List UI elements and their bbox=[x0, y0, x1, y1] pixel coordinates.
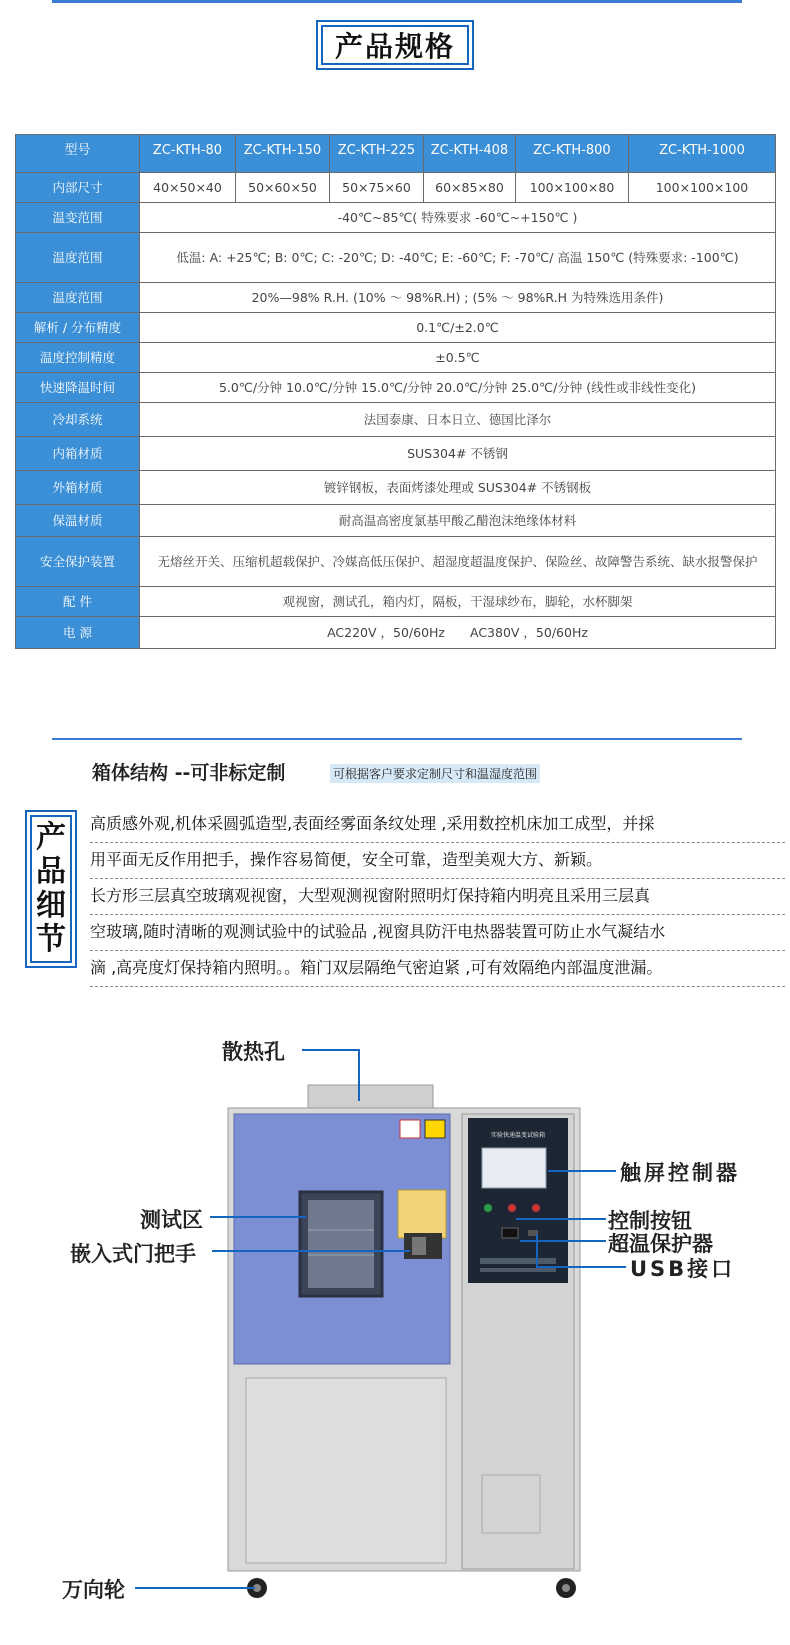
spec-row-value: 观视窗，测试孔，箱内灯，隔板，干湿球纱布，脚轮，水杯脚架 bbox=[140, 587, 776, 617]
handle-plate bbox=[398, 1190, 446, 1238]
detail-line: 用平面无反作用把手，操作容易简便，安全可靠，造型美观大方、新颖。 bbox=[90, 842, 785, 879]
control-button bbox=[484, 1204, 492, 1212]
handle-leader bbox=[212, 1250, 410, 1252]
spec-row-value: 低温: A: +25℃; B: 0℃; C: -20℃; D: -40℃; E: -60℃; F: -70℃/ 高温 150℃ (特殊要求: -100℃) bbox=[140, 233, 776, 283]
detail-tag-char: 节 bbox=[36, 922, 66, 957]
detail-tag-char: 品 bbox=[36, 854, 66, 889]
spec-row-label: 外箱材质 bbox=[16, 471, 140, 505]
caster-hub bbox=[562, 1584, 570, 1592]
spec-row bbox=[16, 343, 776, 373]
spec-row-label: 安全保护装置 bbox=[16, 537, 140, 587]
size-cell: 100×100×80 bbox=[516, 173, 629, 203]
label-vent: 散热孔 bbox=[222, 1040, 285, 1064]
structure-title: 箱体结构 --可非标定制 bbox=[92, 762, 286, 784]
spec-row bbox=[16, 203, 776, 233]
detail-line: 空玻璃,随时清晰的观测试验中的试验品 ,视窗具防汗电热器装置可防止水气凝结水 bbox=[90, 914, 785, 951]
detail-line: 滴 ,高亮度灯保持箱内照明。。箱门双层隔绝气密迫紧 ,可有效隔绝内部温度泄漏。 bbox=[90, 950, 785, 987]
spec-row bbox=[16, 505, 776, 537]
overtemp-module bbox=[502, 1228, 518, 1238]
detail-tag-char: 产 bbox=[36, 820, 66, 855]
label-test-zone: 测试区 bbox=[140, 1208, 203, 1232]
model-row bbox=[16, 135, 776, 173]
usb-leader bbox=[536, 1266, 626, 1268]
usb-leader bbox=[536, 1234, 538, 1268]
spec-row-label: 快速降温时间 bbox=[16, 373, 140, 403]
spec-row bbox=[16, 403, 776, 437]
label-touchscreen: 触屏控制器 bbox=[620, 1161, 740, 1185]
caster-leader bbox=[135, 1587, 255, 1589]
spec-row-label: 温度控制精度 bbox=[16, 343, 140, 373]
model-cell: ZC-KTH-1000 bbox=[629, 135, 776, 173]
spec-row-value: 无熔丝开关、压缩机超载保护、冷媒高低压保护、超湿度超温度保护、保险丝、故障警告系统、缺水报警保护 bbox=[140, 537, 776, 587]
size-cell: 50×60×50 bbox=[236, 173, 330, 203]
label-overtemp: 超温保护器 bbox=[608, 1232, 713, 1256]
overtemp-leader bbox=[520, 1240, 606, 1242]
chamber-illustration bbox=[0, 1000, 790, 1645]
vent-leader bbox=[358, 1049, 360, 1101]
spec-row bbox=[16, 437, 776, 471]
structure-note: 可根据客户要求定制尺寸和温湿度范围 bbox=[330, 764, 540, 783]
section-divider bbox=[52, 738, 742, 740]
control-button bbox=[508, 1204, 516, 1212]
spec-table bbox=[15, 134, 776, 649]
spec-row-value: SUS304# 不锈钢 bbox=[140, 437, 776, 471]
spec-row bbox=[16, 313, 776, 343]
spec-row bbox=[16, 233, 776, 283]
spec-row-value: 耐高温高密度氯基甲酸乙醋泡沫绝缘体材料 bbox=[140, 505, 776, 537]
size-row bbox=[16, 173, 776, 203]
spec-row-label: 冷却系统 bbox=[16, 403, 140, 437]
model-cell: ZC-KTH-800 bbox=[516, 135, 629, 173]
model-cell: ZC-KTH-80 bbox=[140, 135, 236, 173]
lower-panel bbox=[246, 1378, 446, 1563]
control-button bbox=[532, 1204, 540, 1212]
section-title-frame bbox=[316, 20, 474, 70]
buttons-leader bbox=[516, 1218, 606, 1220]
size-cell: 100×100×100 bbox=[629, 173, 776, 203]
spec-row-value: -40℃~85℃( 特殊要求 -60℃~+150℃ ) bbox=[140, 203, 776, 233]
window-glass bbox=[308, 1200, 374, 1288]
label-buttons: 控制按钮 bbox=[608, 1209, 692, 1233]
panel-text-bar bbox=[480, 1258, 556, 1264]
spec-row-label: 配 件 bbox=[16, 587, 140, 617]
spec-row bbox=[16, 537, 776, 587]
vent-leader bbox=[302, 1049, 360, 1051]
size-cell: 50×75×60 bbox=[330, 173, 424, 203]
spec-row-label: 温变范围 bbox=[16, 203, 140, 233]
spec-row-label: 电 源 bbox=[16, 617, 140, 649]
size-header: 内部尺寸 bbox=[16, 173, 140, 203]
detail-tag-char: 细 bbox=[36, 888, 66, 923]
size-cell: 40×50×40 bbox=[140, 173, 236, 203]
spec-row-value: ±0.5℃ bbox=[140, 343, 776, 373]
size-cell: 60×85×80 bbox=[424, 173, 516, 203]
label-caster: 万向轮 bbox=[62, 1578, 125, 1602]
label-handle: 嵌入式门把手 bbox=[70, 1242, 196, 1266]
label-usb: USB接口 bbox=[630, 1257, 736, 1281]
panel-title: 实验快速温变试验箱 bbox=[490, 1132, 546, 1139]
detail-line: 高质感外观,机体采圆弧造型,表面经雾面条纹处理 ,采用数控机床加工成型，并採 bbox=[90, 806, 785, 843]
spec-row bbox=[16, 283, 776, 313]
spec-row-label: 保温材质 bbox=[16, 505, 140, 537]
spec-row bbox=[16, 471, 776, 505]
spec-row-label: 解析 / 分布精度 bbox=[16, 313, 140, 343]
warning-sticker bbox=[400, 1120, 420, 1138]
detail-tag-frame bbox=[25, 810, 77, 968]
vent-box bbox=[308, 1085, 433, 1110]
touchscreen-leader bbox=[548, 1170, 616, 1172]
spec-row-value: 0.1℃/±2.0℃ bbox=[140, 313, 776, 343]
model-cell: ZC-KTH-150 bbox=[236, 135, 330, 173]
test-zone-leader bbox=[210, 1216, 306, 1218]
spec-row bbox=[16, 587, 776, 617]
spec-row-label: 温度范围 bbox=[16, 283, 140, 313]
touchscreen bbox=[482, 1148, 546, 1188]
panel-text-bar bbox=[480, 1268, 556, 1272]
model-cell: ZC-KTH-408 bbox=[424, 135, 516, 173]
spec-row-label: 内箱材质 bbox=[16, 437, 140, 471]
spec-row-value: 20%—98% R.H. (10% ～ 98%R.H) ; (5% ～ 98%R.H 为特殊选用条件) bbox=[140, 283, 776, 313]
model-header: 型号 bbox=[16, 135, 140, 173]
model-cell: ZC-KTH-225 bbox=[330, 135, 424, 173]
spec-row bbox=[16, 617, 776, 649]
spec-row-value: AC220V ，50/60Hz AC380V ，50/60Hz bbox=[140, 617, 776, 649]
top-rule bbox=[52, 0, 742, 3]
spec-row-label: 温度范围 bbox=[16, 233, 140, 283]
spec-row-value: 法国泰康、日本日立、德国比泽尔 bbox=[140, 403, 776, 437]
spec-row-value: 5.0℃/分钟 10.0℃/分钟 15.0℃/分钟 20.0℃/分钟 25.0℃/分钟 (线性或非线性变化) bbox=[140, 373, 776, 403]
spec-row bbox=[16, 373, 776, 403]
spec-row-value: 镀锌钢板，表面烤漆处理或 SUS304# 不锈钢板 bbox=[140, 471, 776, 505]
detail-line: 长方形三层真空玻璃观视窗，大型观测视窗附照明灯保持箱内明亮且采用三层真 bbox=[90, 878, 785, 915]
handle-grip bbox=[412, 1237, 426, 1255]
detail-tag bbox=[30, 815, 72, 963]
section-title: 产品规格 bbox=[321, 25, 469, 65]
warning-sticker bbox=[425, 1120, 445, 1138]
